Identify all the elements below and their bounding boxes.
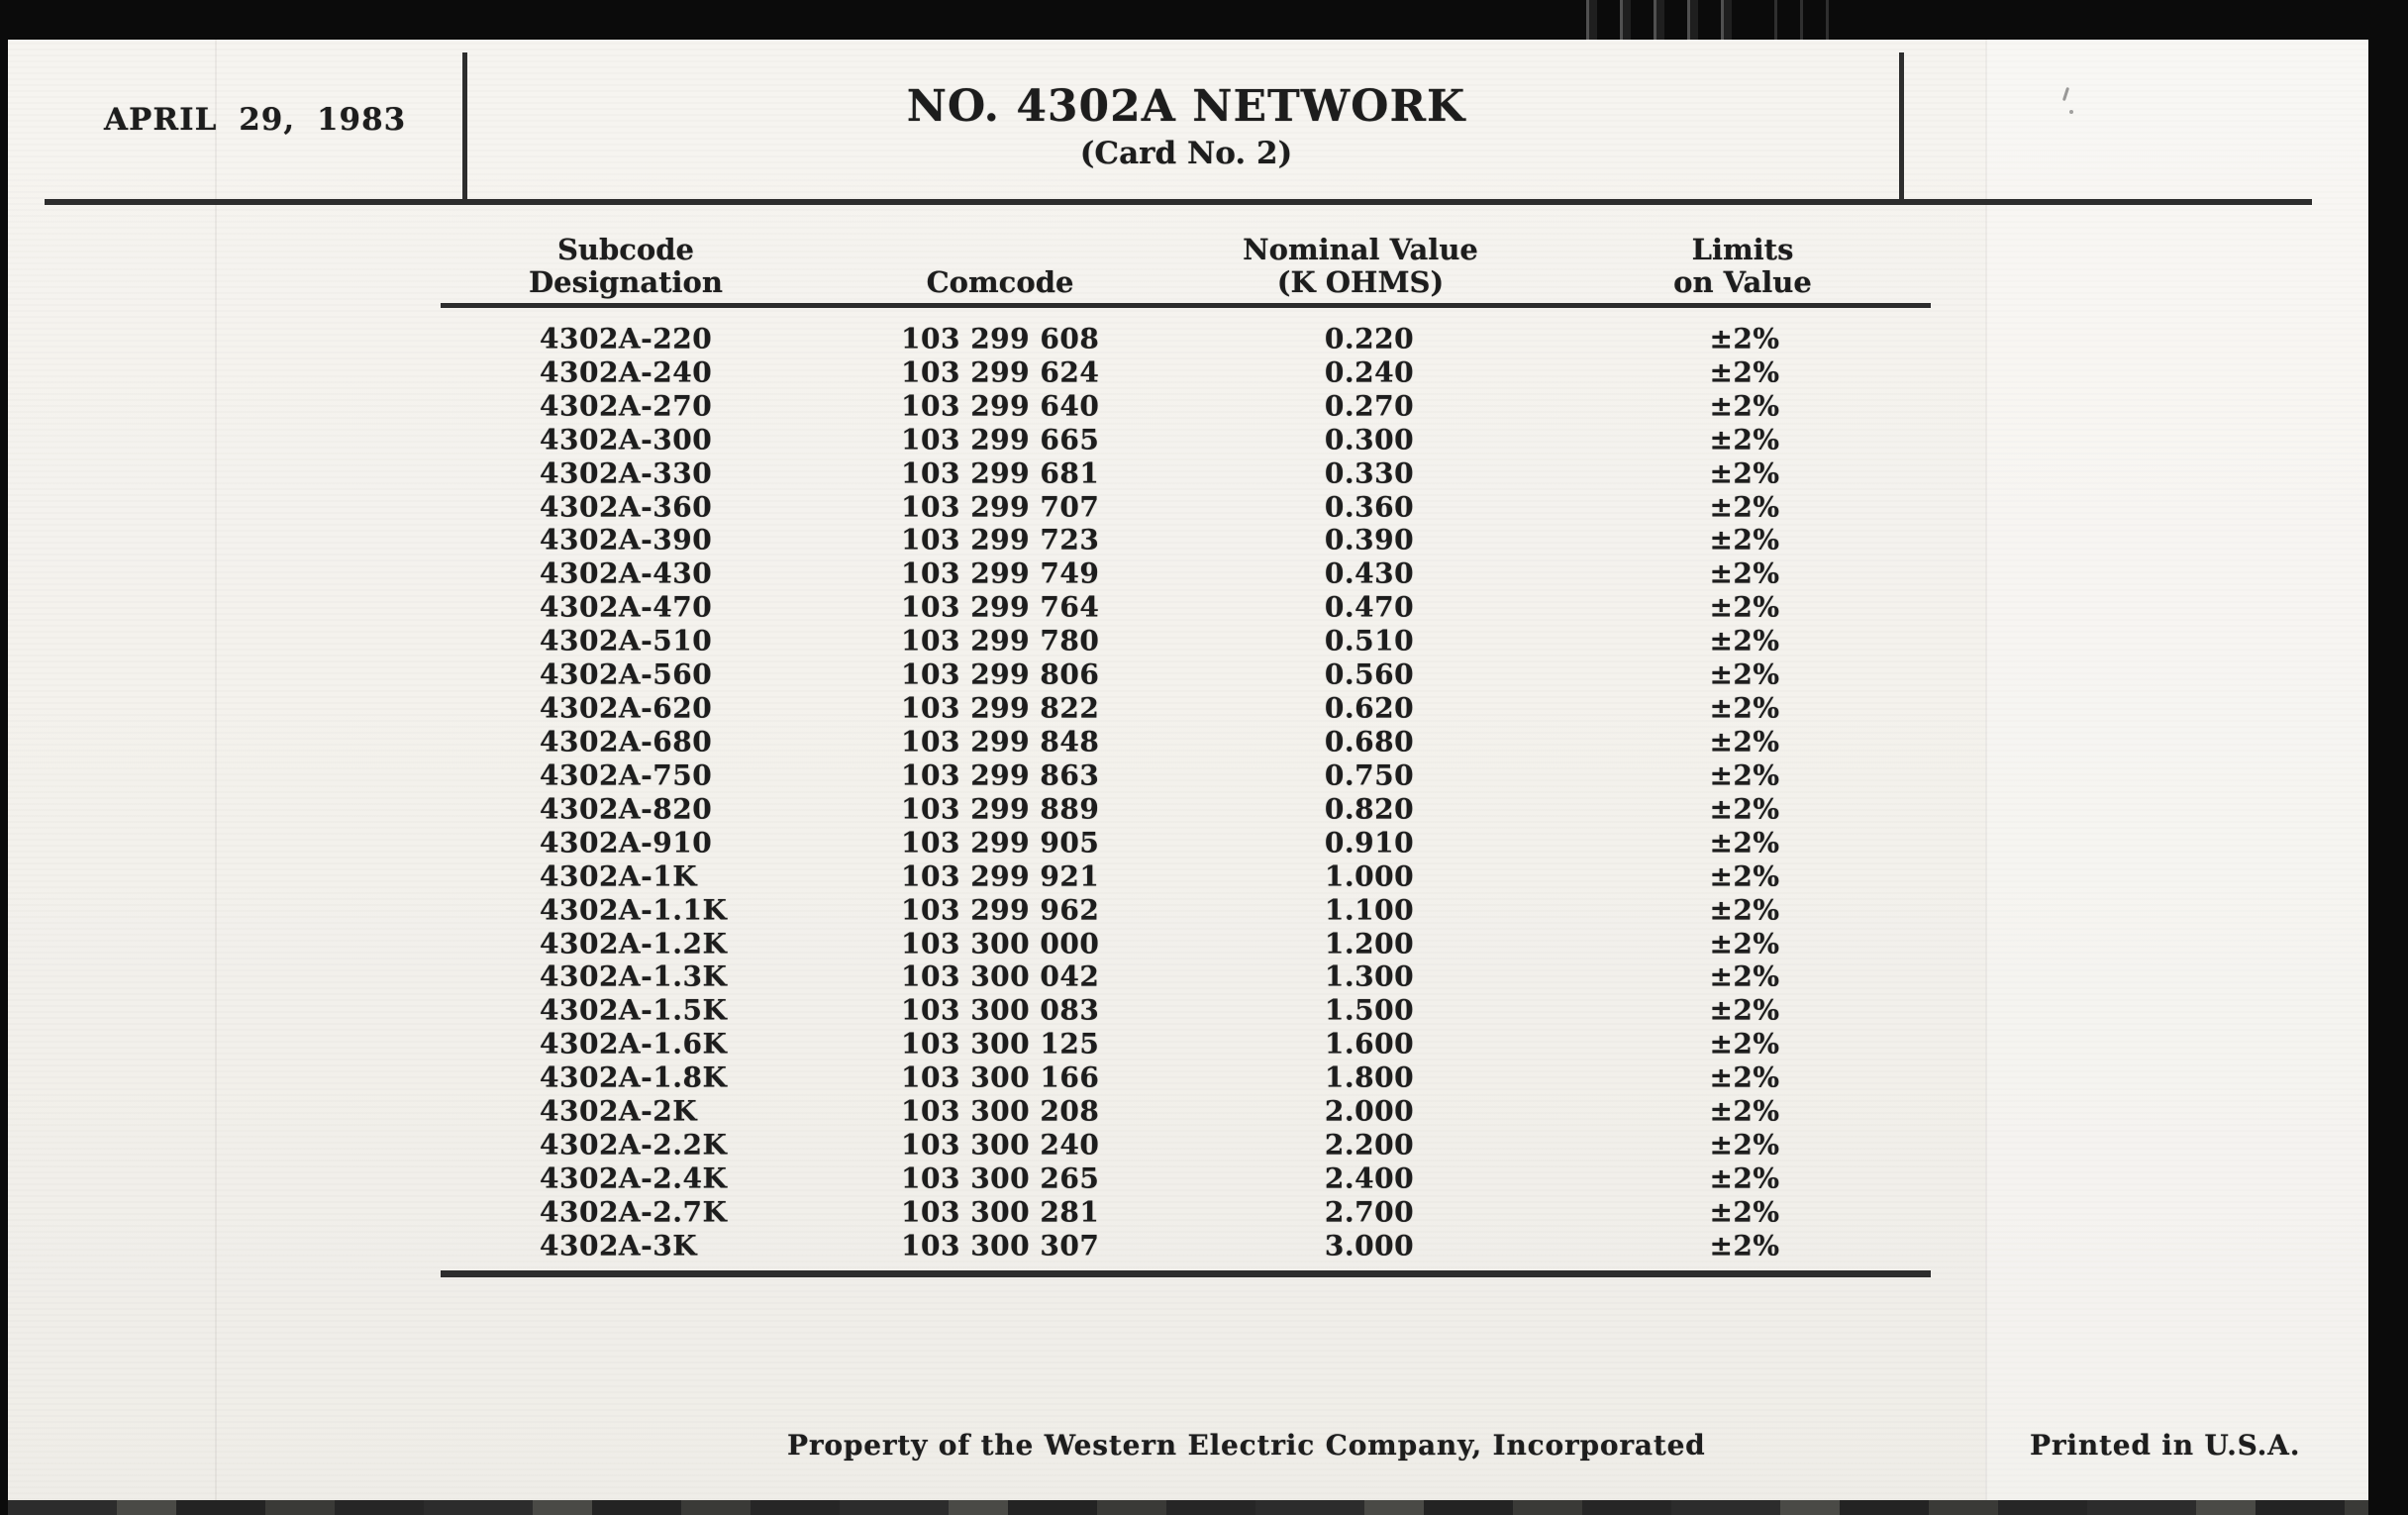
table-row [441, 792, 1931, 826]
comcode-cell: 103 299 822 [901, 691, 1100, 725]
limits-cell: ±2% [1709, 826, 1780, 859]
subcode-cell: 4302A-1.6K [540, 1027, 728, 1060]
comcode-cell: 103 299 681 [901, 456, 1100, 490]
table-row [441, 1060, 1931, 1094]
subcode-cell: 4302A-1.1K [540, 893, 728, 927]
comcode-cell: 103 299 608 [901, 322, 1100, 355]
comcode-cell: 103 299 806 [901, 657, 1100, 691]
limits-cell: ±2% [1709, 1195, 1780, 1229]
table-row [441, 960, 1931, 994]
limits-cell: ±2% [1709, 927, 1780, 960]
table-row [441, 1229, 1931, 1262]
nominal-value-cell: 2.000 [1324, 1094, 1415, 1128]
nominal-value-cell: 0.300 [1324, 423, 1415, 456]
limits-cell: ±2% [1709, 893, 1780, 927]
nominal-value-cell: 0.750 [1324, 758, 1415, 792]
comcode-cell: 103 299 749 [901, 556, 1100, 590]
subcode-cell: 4302A-300 [540, 423, 713, 456]
comcode-cell: 103 299 723 [901, 523, 1100, 556]
comcode-cell: 103 299 921 [901, 859, 1100, 893]
document-date: APRIL 29, 1983 [104, 102, 407, 138]
limits-cell: ±2% [1709, 993, 1780, 1027]
comcode-cell: 103 300 208 [901, 1094, 1100, 1128]
table-row [441, 490, 1931, 524]
scan-streak-artifact [1762, 0, 1852, 41]
comcode-cell: 103 299 624 [901, 355, 1100, 389]
comcode-cell: 103 300 042 [901, 960, 1100, 993]
limits-cell: ±2% [1709, 1128, 1780, 1162]
nominal-value-cell: 2.700 [1324, 1195, 1415, 1229]
subcode-cell: 4302A-220 [540, 322, 713, 355]
nominal-value-cell: 0.270 [1324, 389, 1415, 423]
nominal-value-cell: 0.330 [1324, 456, 1415, 490]
subcode-cell: 4302A-330 [540, 456, 713, 490]
nominal-value-cell: 0.820 [1324, 792, 1415, 826]
limits-cell: ±2% [1709, 1094, 1780, 1128]
limits-cell: ±2% [1709, 859, 1780, 893]
table-row [441, 590, 1931, 624]
nominal-value-cell: 0.240 [1324, 355, 1415, 389]
limits-cell: ±2% [1709, 725, 1780, 758]
subcode-cell: 4302A-1.5K [540, 993, 728, 1027]
printed-in-usa: Printed in U.S.A. [2030, 1429, 2301, 1462]
subcode-cell: 4302A-270 [540, 389, 713, 423]
subcode-cell: 4302A-750 [540, 758, 713, 792]
scan-bottom-edge [8, 1500, 2368, 1515]
subcode-cell: 4302A-240 [540, 355, 713, 389]
paper-crease [215, 40, 217, 1500]
limits-cell: ±2% [1709, 523, 1780, 556]
subcode-cell: 4302A-510 [540, 624, 713, 657]
nominal-value-cell: 1.300 [1324, 960, 1415, 993]
comcode-cell: 103 300 307 [901, 1229, 1100, 1262]
comcode-cell: 103 300 281 [901, 1195, 1100, 1229]
limits-cell: ±2% [1709, 657, 1780, 691]
table-row [441, 893, 1931, 927]
comcode-cell: 103 299 707 [901, 490, 1100, 524]
table-row [441, 355, 1931, 389]
subcode-cell: 4302A-680 [540, 725, 713, 758]
subcode-cell: 4302A-2K [540, 1094, 698, 1128]
table-header-rule [441, 303, 1931, 308]
nominal-value-cell: 1.100 [1324, 893, 1415, 927]
comcode-cell: 103 299 889 [901, 792, 1100, 826]
limits-cell: ±2% [1709, 456, 1780, 490]
limits-cell: ±2% [1709, 1027, 1780, 1060]
scan-streak-artifact [1579, 0, 1738, 41]
limits-cell: ±2% [1709, 1162, 1780, 1195]
subcode-cell: 4302A-390 [540, 523, 713, 556]
nominal-value-cell: 1.800 [1324, 1060, 1415, 1094]
limits-cell: ±2% [1709, 1229, 1780, 1262]
limits-cell: ±2% [1709, 322, 1780, 355]
nominal-value-cell: 0.220 [1324, 322, 1415, 355]
document-title: NO. 4302A NETWORK [906, 81, 1466, 132]
comcode-cell: 103 300 083 [901, 993, 1100, 1027]
limits-cell: ±2% [1709, 758, 1780, 792]
comcode-cell: 103 299 764 [901, 590, 1100, 624]
nominal-value-cell: 1.500 [1324, 993, 1415, 1027]
subcode-cell: 4302A-470 [540, 590, 713, 624]
comcode-cell: 103 299 863 [901, 758, 1100, 792]
subcode-cell: 4302A-560 [540, 657, 713, 691]
table-row [441, 322, 1931, 355]
nominal-value-cell: 0.510 [1324, 624, 1415, 657]
comcode-cell: 103 300 166 [901, 1060, 1100, 1094]
comcode-cell: 103 299 780 [901, 624, 1100, 657]
table-row [441, 691, 1931, 725]
subcode-cell: 4302A-1K [540, 859, 698, 893]
subcode-cell: 4302A-2.4K [540, 1162, 728, 1195]
nominal-value-cell: 0.910 [1324, 826, 1415, 859]
subcode-cell: 4302A-1.8K [540, 1060, 728, 1094]
table-row [441, 624, 1931, 657]
document-subtitle: (Card No. 2) [1079, 136, 1293, 171]
nominal-value-cell: 2.400 [1324, 1162, 1415, 1195]
table-row [441, 725, 1931, 758]
column-header-nominal-value: Nominal Value (K OHMS) [1243, 233, 1478, 299]
subcode-cell: 4302A-430 [540, 556, 713, 590]
table-bottom-rule [441, 1270, 1931, 1277]
subcode-cell: 4302A-2.7K [540, 1195, 728, 1229]
table-row [441, 1162, 1931, 1195]
nominal-value-cell: 0.620 [1324, 691, 1415, 725]
limits-cell: ±2% [1709, 1060, 1780, 1094]
subcode-cell: 4302A-2.2K [540, 1128, 728, 1162]
document-page [8, 40, 2368, 1500]
limits-cell: ±2% [1709, 389, 1780, 423]
nominal-value-cell: 0.360 [1324, 490, 1415, 524]
ink-speck [2069, 110, 2073, 114]
header-divider-right [1899, 52, 1904, 205]
nominal-value-cell: 1.200 [1324, 927, 1415, 960]
nominal-value-cell: 2.200 [1324, 1128, 1415, 1162]
comcode-cell: 103 300 240 [901, 1128, 1100, 1162]
nominal-value-cell: 0.470 [1324, 590, 1415, 624]
limits-cell: ±2% [1709, 556, 1780, 590]
table-row [441, 993, 1931, 1027]
subcode-cell: 4302A-1.2K [540, 927, 728, 960]
table-body [441, 322, 1931, 1262]
header-divider-left [462, 52, 467, 205]
subcode-cell: 4302A-910 [540, 826, 713, 859]
nominal-value-cell: 0.430 [1324, 556, 1415, 590]
nominal-value-cell: 1.000 [1324, 859, 1415, 893]
comcode-cell: 103 299 905 [901, 826, 1100, 859]
column-header-limits: Limits on Value [1673, 233, 1812, 299]
paper-shade [1985, 40, 2368, 1500]
nominal-value-cell: 1.600 [1324, 1027, 1415, 1060]
table-row [441, 456, 1931, 490]
comcode-cell: 103 299 665 [901, 423, 1100, 456]
title-block [907, 81, 1466, 171]
table-row [441, 927, 1931, 960]
subcode-cell: 4302A-1.3K [540, 960, 728, 993]
column-header-comcode: Comcode [926, 265, 1074, 299]
comcode-cell: 103 299 848 [901, 725, 1100, 758]
table-row [441, 389, 1931, 423]
nominal-value-cell: 0.560 [1324, 657, 1415, 691]
limits-cell: ±2% [1709, 355, 1780, 389]
paper-crease [1985, 40, 1987, 1500]
comcode-cell: 103 299 962 [901, 893, 1100, 927]
table-row [441, 657, 1931, 691]
table-row [441, 758, 1931, 792]
comcode-cell: 103 300 265 [901, 1162, 1100, 1195]
nominal-value-cell: 0.390 [1324, 523, 1415, 556]
limits-cell: ±2% [1709, 792, 1780, 826]
subcode-cell: 4302A-820 [540, 792, 713, 826]
column-header-subcode: Subcode Designation [529, 233, 723, 299]
header-rule [45, 199, 2312, 205]
nominal-value-cell: 3.000 [1324, 1229, 1415, 1262]
limits-cell: ±2% [1709, 423, 1780, 456]
table-row [441, 859, 1931, 893]
subcode-cell: 4302A-3K [540, 1229, 698, 1262]
property-notice: Property of the Western Electric Company, Incorporated [787, 1429, 1706, 1462]
table-row [441, 524, 1931, 557]
table-row [441, 423, 1931, 456]
limits-cell: ±2% [1709, 624, 1780, 657]
table-row [441, 1027, 1931, 1060]
table-row [441, 1094, 1931, 1128]
table-row [441, 1195, 1931, 1229]
table-row [441, 556, 1931, 590]
limits-cell: ±2% [1709, 590, 1780, 624]
limits-cell: ±2% [1709, 691, 1780, 725]
comcode-cell: 103 299 640 [901, 389, 1100, 423]
nominal-value-cell: 0.680 [1324, 725, 1415, 758]
limits-cell: ±2% [1709, 960, 1780, 993]
subcode-cell: 4302A-620 [540, 691, 713, 725]
comcode-cell: 103 300 125 [901, 1027, 1100, 1060]
subcode-cell: 4302A-360 [540, 490, 713, 524]
comcode-cell: 103 300 000 [901, 927, 1100, 960]
table-row [441, 826, 1931, 859]
table-row [441, 1128, 1931, 1162]
limits-cell: ±2% [1709, 490, 1780, 524]
